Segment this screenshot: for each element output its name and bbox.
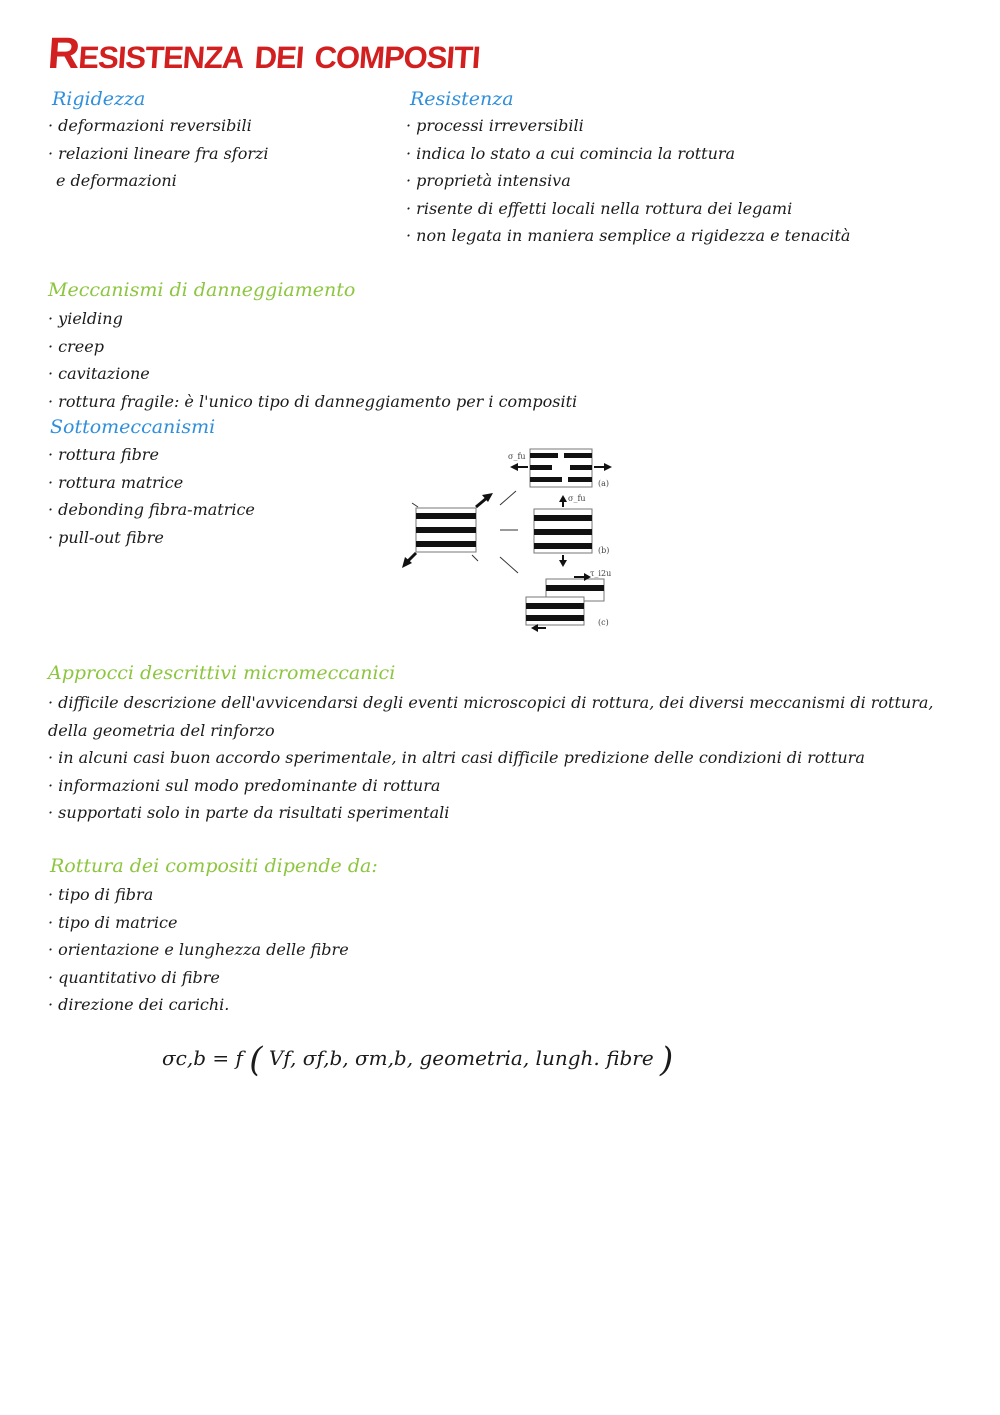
- page-title: Resistenza dei compositi: [46, 29, 482, 78]
- mechanism-a-fibre-breaking: [508, 449, 612, 488]
- list-item: · informazioni sul modo predominante di rottura: [48, 772, 865, 800]
- formula-open-paren: (: [249, 1040, 263, 1080]
- formula-lhs: σc,b =: [162, 1046, 230, 1070]
- list-item: · non legata in maniera semplice a rigidezza e tenacità: [406, 222, 850, 250]
- list-item: · debonding fibra-matrice: [48, 496, 255, 524]
- list-item: · yielding: [48, 305, 577, 333]
- list-item: · processi irreversibili: [406, 112, 850, 140]
- list-item: · deformazioni reversibili: [48, 112, 269, 140]
- approcci-list-cont: [48, 744, 865, 827]
- rottura-heading: Rottura dei compositi dipende da:: [50, 855, 378, 877]
- list-item: · proprietà intensiva: [406, 167, 850, 195]
- list-item: · risente di effetti locali nella rottura dei legami: [406, 195, 850, 223]
- list-item: · rottura matrice: [48, 469, 255, 497]
- pointer-arrow-icon: [500, 491, 518, 573]
- list-item: · supportati solo in parte da risultati sperimentali: [48, 799, 865, 827]
- formula-close-paren: ): [660, 1040, 674, 1080]
- laminate-specimen: [416, 508, 476, 552]
- approcci-list: [48, 689, 934, 717]
- list-item: · direzione dei carichi.: [48, 991, 349, 1019]
- resistenza-list: [406, 112, 850, 250]
- rigidezza-continuation: e deformazioni: [56, 171, 177, 190]
- rigidezza-list: [48, 112, 269, 167]
- list-item: · pull-out fibre: [48, 524, 255, 552]
- list-item: · quantitativo di fibre: [48, 964, 349, 992]
- formula-args: Vf, σf,b, σm,b, geometria, lungh. fibre: [268, 1046, 654, 1070]
- strength-formula: [162, 1040, 673, 1080]
- resistenza-heading: Resistenza: [410, 88, 514, 110]
- list-item: · relazioni lineare fra sforzi: [48, 140, 269, 168]
- list-item: · creep: [48, 333, 577, 361]
- approcci-heading: Approcci descrittivi micromeccanici: [48, 662, 396, 684]
- list-item: · cavitazione: [48, 360, 577, 388]
- meccanismi-list: [48, 305, 577, 415]
- figure-label-c: (c): [598, 618, 609, 627]
- mechanism-b-matrix-cracking: [534, 494, 609, 567]
- mechanism-c-delamination: [526, 569, 611, 632]
- sigma-a-label: σ_fu: [508, 452, 526, 461]
- figure-label-b: (b): [598, 546, 610, 555]
- sottomeccanismi-list: [48, 441, 255, 551]
- approcci-continuation: della geometria del rinforzo: [48, 721, 275, 740]
- rottura-list: [48, 881, 349, 1019]
- list-item: · indica lo stato a cui comincia la rottura: [406, 140, 850, 168]
- formula-function: f: [235, 1046, 243, 1070]
- rigidezza-heading: Rigidezza: [52, 88, 146, 110]
- list-item: · rottura fragile: è l'unico tipo di danneggiamento per i compositi: [48, 388, 577, 416]
- list-item: · tipo di matrice: [48, 909, 349, 937]
- list-item: · orientazione e lunghezza delle fibre: [48, 936, 349, 964]
- list-item: · tipo di fibra: [48, 881, 349, 909]
- sottomeccanismi-heading: Sottomeccanismi: [50, 416, 216, 438]
- figure-label-a: (a): [598, 479, 610, 488]
- list-item: · in alcuni casi buon accordo sperimentale, in altri casi difficile predizione delle condizioni di rottura: [48, 744, 865, 772]
- sigma-b-label: σ_fu: [568, 494, 586, 503]
- meccanismi-heading: Meccanismi di danneggiamento: [48, 279, 356, 301]
- failure-mechanisms-figure: [398, 445, 623, 635]
- list-item: · rottura fibre: [48, 441, 255, 469]
- tau-c-label: τ_i2u: [590, 569, 612, 578]
- list-item: · difficile descrizione dell'avvicendarsi degli eventi microscopici di rottura, dei diversi meccanismi di rottura,: [48, 689, 934, 717]
